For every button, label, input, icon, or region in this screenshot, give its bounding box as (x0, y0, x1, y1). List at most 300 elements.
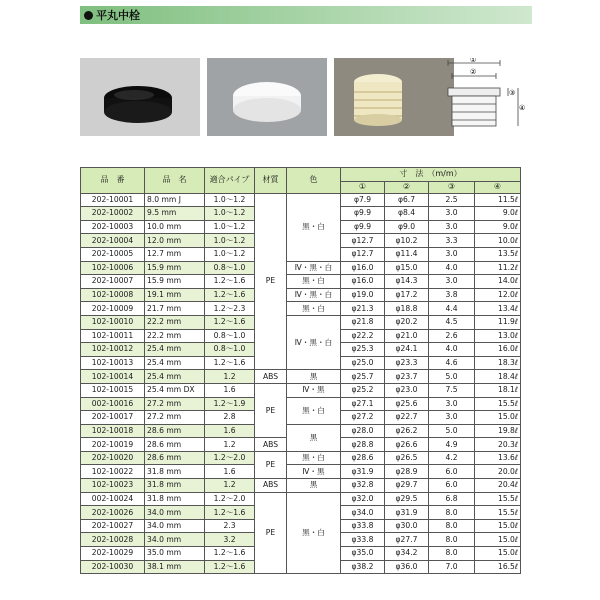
cell-code: 102-10015 (81, 383, 145, 397)
cell-name-size: 15.9 (147, 262, 164, 272)
cell-material: PE (255, 492, 287, 574)
cell-d3: 4.6 (429, 356, 475, 370)
cell-name-size: 34.0 (147, 521, 164, 531)
photo-black-cap (80, 58, 200, 136)
cell-d1: φ32.8 (341, 479, 385, 493)
cell-name-unit: mm (166, 398, 182, 408)
cell-fit: 1.2～1.6 (205, 506, 255, 520)
header-d3: ③ (429, 181, 475, 193)
cell-d1: φ22.2 (341, 329, 385, 343)
cell-code: 202-10003 (81, 220, 145, 234)
cell-name (145, 275, 205, 289)
cell-d1: φ16.0 (341, 261, 385, 275)
cell-fit: 3.2 (205, 533, 255, 547)
cell-d4: 15.0ℓ (475, 547, 521, 561)
cell-material: PE (255, 451, 287, 478)
cell-name (145, 288, 205, 302)
cell-name (145, 329, 205, 343)
table-row (81, 288, 521, 302)
table-row (81, 397, 521, 411)
cell-d4: 11.5ℓ (475, 193, 521, 207)
cell-name-size: 27.2 (147, 398, 164, 408)
cell-name (145, 383, 205, 397)
cell-name-size: 38.1 (147, 561, 164, 571)
cell-d4: 15.0ℓ (475, 411, 521, 425)
cell-d3: 5.0 (429, 424, 475, 438)
table-row (81, 370, 521, 384)
cell-d2: φ31.9 (385, 506, 429, 520)
cell-fit: 1.6 (205, 465, 255, 479)
cell-fit: 1.6 (205, 383, 255, 397)
cell-name-size: 34.0 (147, 507, 164, 517)
cell-material: ABS (255, 438, 287, 452)
cell-color: Ⅳ・黒・白 (287, 261, 341, 275)
cell-name-size: 31.8 (147, 493, 164, 503)
cell-name (145, 370, 205, 384)
cell-color: 黒・白 (287, 492, 341, 574)
cell-name-unit: mm (166, 222, 182, 232)
cell-d1: φ16.0 (341, 275, 385, 289)
cell-d1: φ7.9 (341, 193, 385, 207)
cell-color: Ⅳ・黒・白 (287, 288, 341, 302)
cell-code: 102-10014 (81, 370, 145, 384)
cell-d2: φ22.7 (385, 411, 429, 425)
cell-d1: φ25.3 (341, 343, 385, 357)
cell-name (145, 261, 205, 275)
cell-name (145, 247, 205, 261)
white-cap-image (207, 58, 327, 136)
cell-d4: 18.4ℓ (475, 370, 521, 384)
cell-material: PE (255, 193, 287, 370)
cell-d3: 5.0 (429, 370, 475, 384)
cell-d2: φ14.3 (385, 275, 429, 289)
cell-d1: φ32.0 (341, 492, 385, 506)
cell-name-size: 27.2 (147, 412, 164, 422)
cell-code: 202-10027 (81, 519, 145, 533)
cell-code: 202-10030 (81, 560, 145, 574)
cell-name-unit: mm (166, 262, 182, 272)
cell-d1: φ27.1 (341, 397, 385, 411)
cell-name-unit: mm (161, 194, 177, 204)
cell-d2: φ29.7 (385, 479, 429, 493)
cell-name-unit: mm (166, 344, 182, 354)
cell-name (145, 302, 205, 316)
cell-d2: φ23.3 (385, 356, 429, 370)
cell-name (145, 560, 205, 574)
cell-name-unit: mm (166, 249, 182, 259)
cell-name-size: 28.6 (147, 439, 164, 449)
cell-name-unit: mm (166, 358, 182, 368)
cell-material: ABS (255, 479, 287, 493)
cell-material: ABS (255, 370, 287, 384)
cell-d2: φ18.8 (385, 302, 429, 316)
table-row (81, 193, 521, 207)
cell-color: Ⅳ・黒・白 (287, 315, 341, 369)
cell-d4: 14.0ℓ (475, 275, 521, 289)
cell-fit: 1.2～1.9 (205, 397, 255, 411)
cell-d3: 4.5 (429, 315, 475, 329)
cell-d1: φ33.8 (341, 519, 385, 533)
cell-name (145, 424, 205, 438)
cell-d3: 8.0 (429, 519, 475, 533)
cell-code: 102-10013 (81, 356, 145, 370)
cell-d3: 3.0 (429, 220, 475, 234)
diagram-label-1: ① (470, 58, 477, 64)
cell-name-size: 25.4 (147, 344, 164, 354)
cell-name-size: 31.8 (147, 466, 164, 476)
cell-name-size: 10.0 (147, 222, 164, 232)
cell-code: 102-10022 (81, 465, 145, 479)
cell-color: 黒 (287, 424, 341, 451)
table-row (81, 451, 521, 465)
cell-name-size: 9.5 (147, 208, 160, 218)
cell-name-size: 31.8 (147, 480, 164, 490)
cell-d2: φ30.0 (385, 519, 429, 533)
cell-d2: φ8.4 (385, 207, 429, 221)
cell-code: 202-10017 (81, 411, 145, 425)
cell-code: 202-10007 (81, 275, 145, 289)
cell-material: PE (255, 383, 287, 437)
cell-d4: 15.5ℓ (475, 397, 521, 411)
cell-d2: φ25.6 (385, 397, 429, 411)
cell-d4: 11.2ℓ (475, 261, 521, 275)
cell-d1: φ9.9 (341, 207, 385, 221)
header-name: 品 名 (145, 168, 205, 194)
cell-name-unit: mm (166, 561, 182, 571)
cell-d3: 4.0 (429, 261, 475, 275)
cell-name (145, 234, 205, 248)
cell-name (145, 356, 205, 370)
cell-name-size: 15.9 (147, 276, 164, 286)
cell-fit: 1.0～1.2 (205, 220, 255, 234)
cell-d3: 2.5 (429, 193, 475, 207)
cell-code: 202-10019 (81, 438, 145, 452)
cell-fit: 1.2～2.3 (205, 302, 255, 316)
table-header-row (81, 168, 521, 182)
cell-code: 202-10002 (81, 207, 145, 221)
cell-d2: φ27.7 (385, 533, 429, 547)
cell-d3: 6.0 (429, 465, 475, 479)
cell-d1: φ31.9 (341, 465, 385, 479)
cell-name (145, 451, 205, 465)
cell-fit: 1.2～1.6 (205, 560, 255, 574)
cell-d2: φ28.9 (385, 465, 429, 479)
cell-d2: φ36.0 (385, 560, 429, 574)
cell-fit: 1.2～1.6 (205, 275, 255, 289)
cell-fit: 1.2～2.0 (205, 451, 255, 465)
cell-code: 202-10029 (81, 547, 145, 561)
cell-code: 102-10012 (81, 343, 145, 357)
cell-code: 102-10023 (81, 479, 145, 493)
cell-name-size: 22.2 (147, 317, 164, 327)
cell-d3: 3.8 (429, 288, 475, 302)
section-header (80, 6, 532, 24)
cell-name-size: 21.7 (147, 303, 164, 313)
cell-code: 202-10020 (81, 451, 145, 465)
cell-name-size: 35.0 (147, 548, 164, 558)
cell-fit: 1.0～1.2 (205, 234, 255, 248)
cell-fit: 1.2～1.6 (205, 288, 255, 302)
cell-d3: 6.0 (429, 479, 475, 493)
cell-d4: 18.3ℓ (475, 356, 521, 370)
cell-d3: 4.0 (429, 343, 475, 357)
cell-name-unit: mm (166, 385, 182, 395)
cell-d2: φ17.2 (385, 288, 429, 302)
cell-color: 黒・白 (287, 275, 341, 289)
cell-fit: 1.2～1.6 (205, 547, 255, 561)
cell-d4: 15.0ℓ (475, 533, 521, 547)
cell-d4: 20.0ℓ (475, 465, 521, 479)
cell-fit: 1.2 (205, 479, 255, 493)
cell-d1: φ25.0 (341, 356, 385, 370)
cell-d2: φ26.2 (385, 424, 429, 438)
cell-fit: 1.2 (205, 370, 255, 384)
cell-name-unit: mm (166, 507, 182, 517)
cell-color: 黒・白 (287, 451, 341, 465)
table-row (81, 479, 521, 493)
cell-d1: φ28.6 (341, 451, 385, 465)
cell-d3: 4.4 (429, 302, 475, 316)
cell-name (145, 506, 205, 520)
cell-d3: 4.2 (429, 451, 475, 465)
cell-name-unit: mm (166, 521, 182, 531)
cell-name (145, 479, 205, 493)
cell-fit: 2.8 (205, 411, 255, 425)
cell-d3: 3.0 (429, 411, 475, 425)
cell-name-unit: mm (166, 425, 182, 435)
cell-d3: 3.0 (429, 207, 475, 221)
cell-color: 黒・白 (287, 397, 341, 424)
cell-d1: φ38.2 (341, 560, 385, 574)
cell-name-size: 8.0 (147, 194, 160, 204)
cell-name-unit: mm (166, 317, 182, 327)
cell-code: 002-10016 (81, 397, 145, 411)
table-row (81, 275, 521, 289)
cell-d4: 16.0ℓ (475, 343, 521, 357)
cell-name (145, 207, 205, 221)
cell-d4: 20.4ℓ (475, 479, 521, 493)
cell-d1: φ28.8 (341, 438, 385, 452)
cell-d4: 9.0ℓ (475, 207, 521, 221)
cell-d1: φ19.0 (341, 288, 385, 302)
cell-color: 黒・白 (287, 193, 341, 261)
diagram-label-2: ② (470, 68, 477, 76)
table-row (81, 315, 521, 329)
cell-d1: φ9.9 (341, 220, 385, 234)
cell-d3: 8.0 (429, 506, 475, 520)
cell-fit: 1.2～1.6 (205, 315, 255, 329)
cell-d2: φ23.0 (385, 383, 429, 397)
diagram-label-3: ③ (509, 89, 516, 97)
cell-d2: φ24.1 (385, 343, 429, 357)
cell-name-unit: mm (166, 276, 182, 286)
header-d2: ② (385, 181, 429, 193)
cell-code: 102-10008 (81, 288, 145, 302)
cell-d4: 13.6ℓ (475, 451, 521, 465)
cell-name (145, 343, 205, 357)
cell-d4: 13.5ℓ (475, 247, 521, 261)
header-color: 色 (287, 168, 341, 194)
cell-fit: 1.6 (205, 424, 255, 438)
cell-fit: 2.3 (205, 519, 255, 533)
cell-name-unit: mm (166, 290, 182, 300)
cell-d3: 3.0 (429, 397, 475, 411)
cell-name (145, 193, 205, 207)
cell-name-size: 22.2 (147, 330, 164, 340)
spec-table (80, 167, 521, 574)
cell-name-size: 12.0 (147, 235, 164, 245)
cell-d2: φ23.7 (385, 370, 429, 384)
cell-d2: φ21.0 (385, 329, 429, 343)
header-d4: ④ (475, 181, 521, 193)
cell-fit: 0.8～1.0 (205, 261, 255, 275)
cell-d2: φ26.6 (385, 438, 429, 452)
cell-name-unit: mm (161, 208, 177, 218)
header-code: 品 番 (81, 168, 145, 194)
cell-d1: φ33.8 (341, 533, 385, 547)
cell-d3: 7.0 (429, 560, 475, 574)
cell-code: 102-10010 (81, 315, 145, 329)
cell-name (145, 492, 205, 506)
cell-fit: 1.0～1.2 (205, 247, 255, 261)
bullet-icon (84, 11, 93, 20)
cell-fit: 1.0～1.2 (205, 207, 255, 221)
cell-d1: φ27.2 (341, 411, 385, 425)
cell-d2: φ29.5 (385, 492, 429, 506)
cell-name-size: 25.4 (147, 358, 164, 368)
cell-name-size: 25.4 (147, 385, 164, 395)
cell-d3: 2.6 (429, 329, 475, 343)
cell-d4: 20.3ℓ (475, 438, 521, 452)
table-row (81, 383, 521, 397)
cell-name (145, 519, 205, 533)
cell-d2: φ11.4 (385, 247, 429, 261)
cell-d1: φ34.0 (341, 506, 385, 520)
cell-name-size: 25.4 (147, 371, 164, 381)
table-body (81, 193, 521, 574)
cell-d4: 12.0ℓ (475, 288, 521, 302)
cell-name-unit: mm (166, 493, 182, 503)
photo-white-cap (207, 58, 327, 136)
cell-name (145, 547, 205, 561)
cell-name (145, 411, 205, 425)
cell-d4: 19.8ℓ (475, 424, 521, 438)
cell-d3: 8.0 (429, 533, 475, 547)
cell-d1: φ12.7 (341, 247, 385, 261)
cell-fit: 0.8～1.0 (205, 329, 255, 343)
cell-d4: 18.1ℓ (475, 383, 521, 397)
cell-name-suffix: DX (183, 385, 195, 395)
cell-d2: φ20.2 (385, 315, 429, 329)
cell-d2: φ34.2 (385, 547, 429, 561)
cell-color: Ⅳ・黒 (287, 465, 341, 479)
cell-d1: φ12.7 (341, 234, 385, 248)
section-title (84, 7, 140, 23)
table-row (81, 492, 521, 506)
cell-name (145, 397, 205, 411)
header-material: 材質 (255, 168, 287, 194)
cell-name-unit: mm (166, 534, 182, 544)
cell-d3: 8.0 (429, 547, 475, 561)
cell-name-unit: mm (166, 330, 182, 340)
cell-name (145, 220, 205, 234)
cell-d1: φ21.3 (341, 302, 385, 316)
cell-name-unit: mm (166, 453, 182, 463)
diagram-label-4: ④ (519, 104, 526, 112)
table-row (81, 302, 521, 316)
cell-name-unit: mm (166, 466, 182, 476)
cell-fit: 0.8～1.0 (205, 343, 255, 357)
cell-d2: φ9.0 (385, 220, 429, 234)
header-d1: ① (341, 181, 385, 193)
cell-d3: 3.0 (429, 247, 475, 261)
cell-name-unit: mm (166, 235, 182, 245)
cell-d4: 15.5ℓ (475, 492, 521, 506)
cell-code: 202-10001 (81, 193, 145, 207)
cell-name (145, 465, 205, 479)
cell-d1: φ35.0 (341, 547, 385, 561)
cell-color: 黒・白 (287, 302, 341, 316)
cell-d1: φ25.7 (341, 370, 385, 384)
cell-name-size: 28.6 (147, 453, 164, 463)
cell-name (145, 315, 205, 329)
cell-code: 102-10006 (81, 261, 145, 275)
cell-d1: φ21.8 (341, 315, 385, 329)
cell-code: 202-10005 (81, 247, 145, 261)
section-title-text: 平丸中栓 (96, 9, 140, 22)
cell-fit: 1.2～1.6 (205, 356, 255, 370)
cell-fit: 1.0～1.2 (205, 193, 255, 207)
black-cap-image (80, 58, 200, 136)
cell-d2: φ26.5 (385, 451, 429, 465)
cell-name-size: 28.6 (147, 425, 164, 435)
table-row (81, 424, 521, 438)
header-fit: 適合パイプ (205, 168, 255, 194)
cell-d3: 6.8 (429, 492, 475, 506)
table-row (81, 465, 521, 479)
cell-color: 黒 (287, 479, 341, 493)
cell-name (145, 438, 205, 452)
cell-name-unit: mm (166, 439, 182, 449)
cell-d3: 3.0 (429, 275, 475, 289)
cell-name-size: 12.7 (147, 249, 164, 259)
cell-d1: φ28.0 (341, 424, 385, 438)
ivory-cap-image (334, 58, 454, 136)
cell-d3: 3.3 (429, 234, 475, 248)
cell-name-size: 19.1 (147, 290, 164, 300)
cell-d4: 16.5ℓ (475, 560, 521, 574)
cell-code: 202-10026 (81, 506, 145, 520)
table-row (81, 261, 521, 275)
cell-d4: 11.9ℓ (475, 315, 521, 329)
cell-name-unit: mm (166, 480, 182, 490)
cell-code: 202-10004 (81, 234, 145, 248)
cell-d2: φ6.7 (385, 193, 429, 207)
cell-d4: 15.0ℓ (475, 519, 521, 533)
cell-d3: 7.5 (429, 383, 475, 397)
cell-name-unit: mm (166, 303, 182, 313)
cell-code: 002-10024 (81, 492, 145, 506)
cell-code: 202-10028 (81, 533, 145, 547)
header-dims: 寸 法 （m/m） (341, 168, 521, 182)
cell-d4: 15.5ℓ (475, 506, 521, 520)
cell-d4: 13.0ℓ (475, 329, 521, 343)
cell-fit: 1.2 (205, 438, 255, 452)
dimension-diagram (440, 58, 530, 138)
cell-d2: φ15.0 (385, 261, 429, 275)
cell-d4: 9.0ℓ (475, 220, 521, 234)
cell-code: 202-10009 (81, 302, 145, 316)
